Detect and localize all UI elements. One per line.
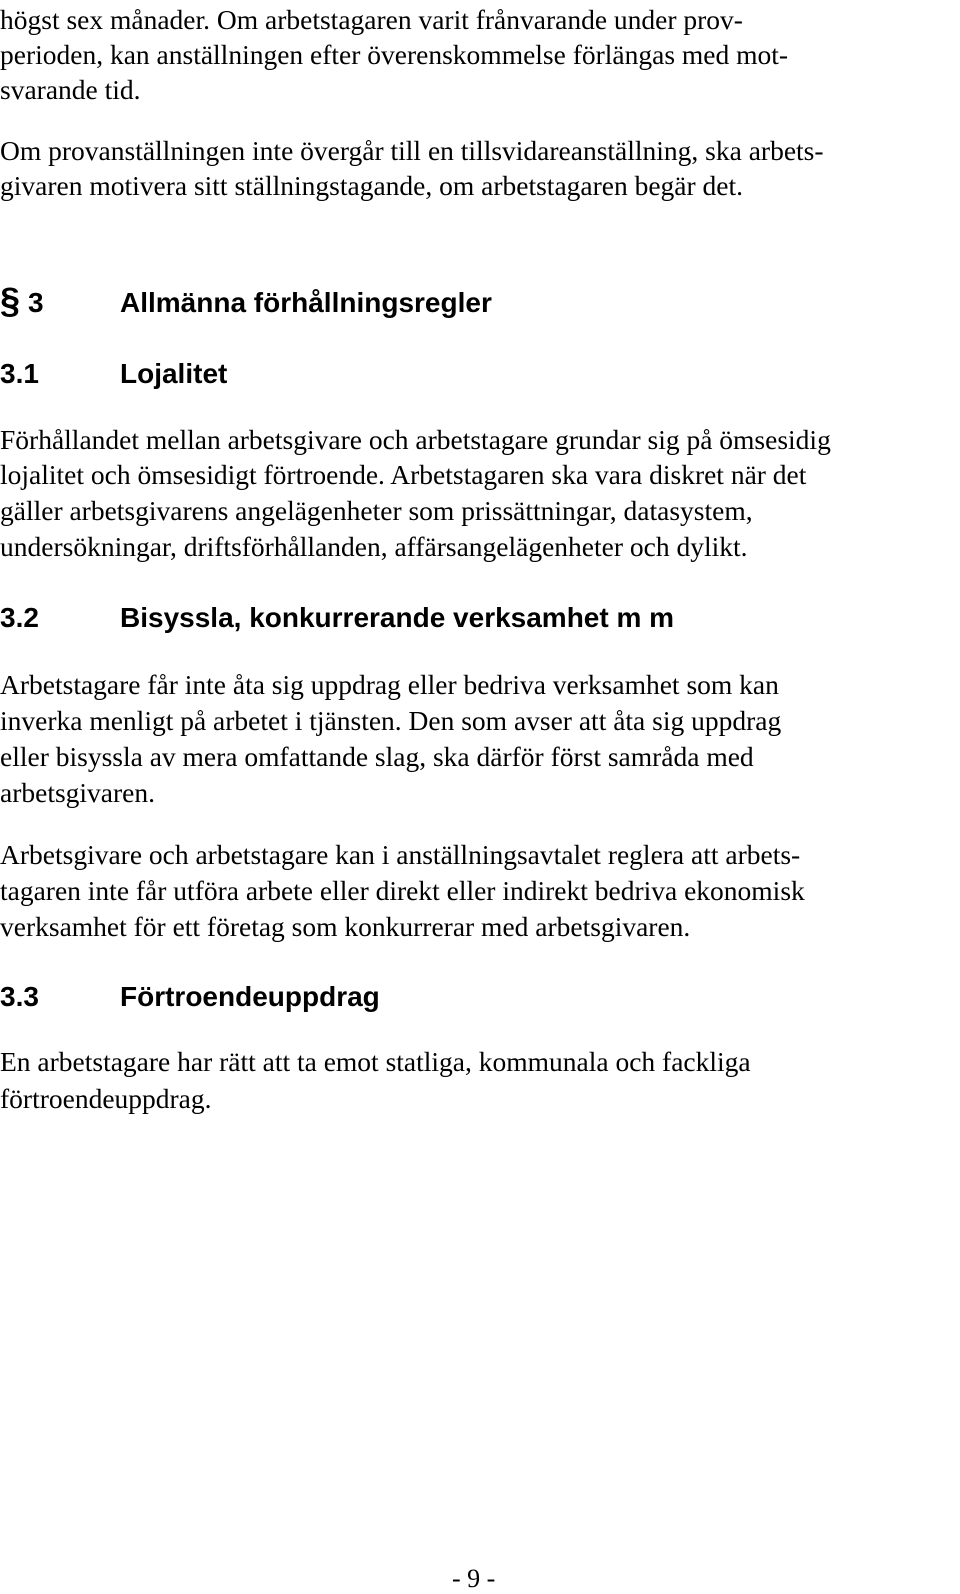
text-line: undersökningar, driftsförhållanden, affärsangelägenheter och dylikt. (0, 531, 748, 562)
text-line: Om provanställningen inte övergår till en tillsvidareanställning, ska arbets- (0, 135, 824, 166)
text-line: Förhållandet mellan arbetsgivare och arbetstagare grundar sig på ömsesidig (0, 424, 831, 455)
text-line: perioden, kan anställningen efter överenskommelse förlängas med mot- (0, 39, 789, 70)
text-line: lojalitet och ömsesidigt förtroende. Arbetstagaren ska vara diskret när det (0, 459, 807, 490)
text-line: förtroendeuppdrag. (0, 1083, 212, 1114)
text-line: tagaren inte får utföra arbete eller direkt eller indirekt bedriva ekonomisk (0, 875, 805, 906)
subsection-number: 3.3 (0, 981, 39, 1012)
text-line: inverka menligt på arbetet i tjänsten. Den som avser att åta sig uppdrag (0, 705, 782, 736)
text-line: arbetsgivaren. (0, 777, 155, 808)
text-line: Arbetsgivare och arbetstagare kan i anställningsavtalet reglera att arbets- (0, 839, 801, 870)
subsection-title: Förtroendeuppdrag (120, 981, 380, 1012)
text-line: givaren motivera sitt ställningstagande, om arbetstagaren begär det. (0, 170, 744, 201)
subsection-number: 3.1 (0, 358, 39, 389)
section-symbol: § (0, 280, 21, 321)
text-line: högst sex månader. Om arbetstagaren varit frånvarande under prov- (0, 4, 743, 35)
subsection-number: 3.2 (0, 602, 39, 633)
section-number: 3 (28, 287, 44, 318)
section-title: Allmänna förhållningsregler (120, 287, 492, 318)
text-line: gäller arbetsgivarens angelägenheter som prissättningar, datasystem, (0, 495, 753, 526)
subsection-title: Lojalitet (120, 358, 228, 389)
page-number: - 9 - (452, 1564, 496, 1593)
subsection-title: Bisyssla, konkurrerande verksamhet m m (120, 602, 675, 633)
text-line: eller bisyssla av mera omfattande slag, ska därför först samråda med (0, 741, 754, 772)
text-line: Arbetstagare får inte åta sig uppdrag eller bedriva verksamhet som kan (0, 669, 779, 700)
text-line: svarande tid. (0, 74, 141, 105)
text-line: En arbetstagare har rätt att ta emot statliga, kommunala och fackliga (0, 1046, 751, 1077)
text-line: verksamhet för ett företag som konkurrerar med arbetsgivaren. (0, 911, 691, 942)
